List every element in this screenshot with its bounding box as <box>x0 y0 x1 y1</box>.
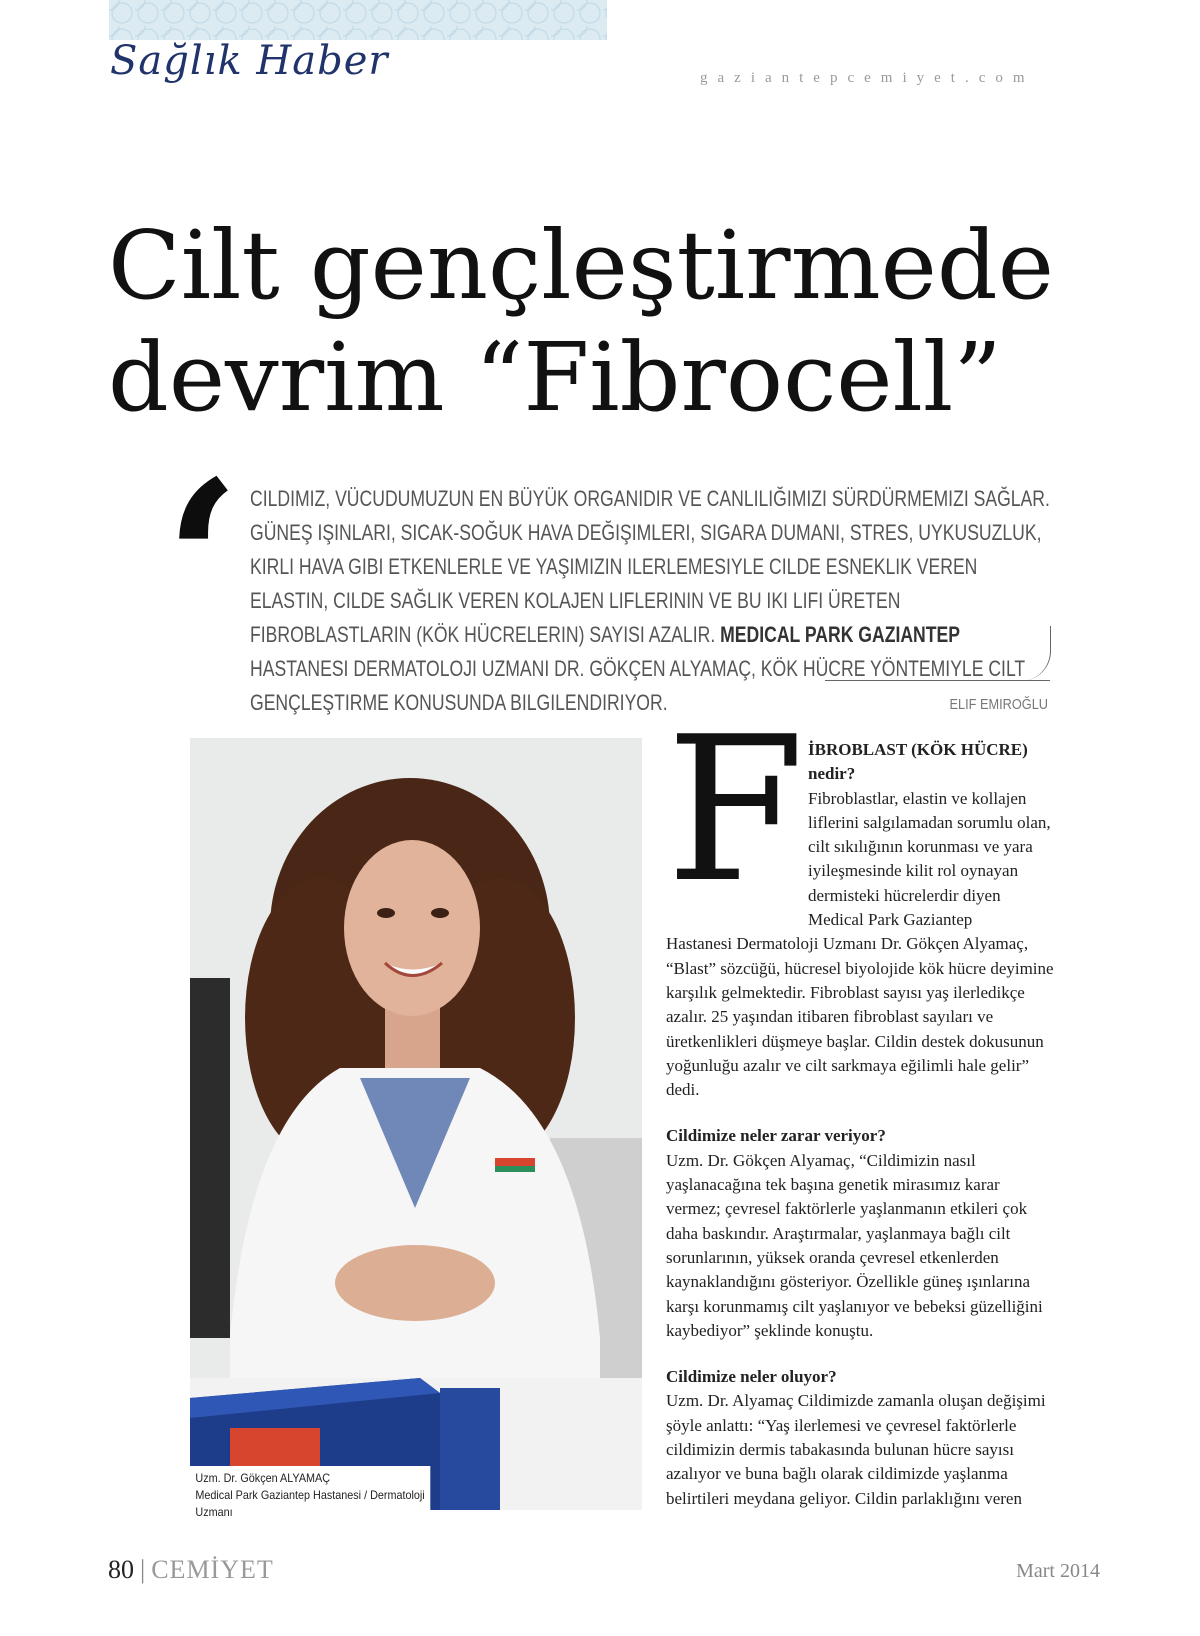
headline-line-2: devrim “Fibrocell” <box>108 323 1002 433</box>
lead-paragraph <box>250 482 1050 720</box>
lead-text-end: HASTANESI DERMATOLOJI UZMANI DR. GÖKÇEN ALYAMAÇ, KÖK HÜCRE YÖNTEMIYLE CILT GENÇLEŞTIRME KONUSUNDA BILGILENDIRIYOR. <box>250 656 1025 715</box>
footer-separator: | <box>140 1555 146 1584</box>
issue-date: Mart 2014 <box>1016 1560 1100 1582</box>
headline-line-1: Cilt gençleştirmede <box>108 211 1054 321</box>
caption-name: Uzm. Dr. Gökçen ALYAMAÇ <box>195 1471 331 1485</box>
article-para-2: Uzm. Dr. Gökçen Alyamaç, “Cildimizin nasıl yaşlanacağına tek başına genetik mirasımız karar vermez; çevresel faktörlerle yaşlanmanın etkileri çok daha baskındır. Araştırmalar, yaşlanmaya bağlı cilt sorunlarının, yüksek oranda çevresel etkenlerden kaynaklandığını gösteriyor. Özellikle güneş ışınlarına karşı korunmamış cilt yaşlanıyor ve bebeksi güzelliğini kaybediyor” şeklinde konuştu. <box>666 1150 1043 1340</box>
section-title: Sağlık Haber <box>110 38 389 84</box>
article-para-3: Uzm. Dr. Alyamaç Cildimizde zamanla oluşan değişimi şöyle anlattı: “Yaş ilerlemesi ve çevresel faktörlerle cildimizin dermis tabakasında bulunan hücre sayısı azalıyor ve buna bağlı olarak cildimizde yaşlanma belirtileri meydana geliyor. Cildin parlaklığını veren <box>666 1391 1046 1508</box>
article-heading-3: Cildimize neler oluyor? <box>666 1367 837 1387</box>
magazine-name: CEMİYET <box>151 1555 274 1584</box>
page-number: 80 <box>108 1555 134 1584</box>
article-heading-2: Cildimize neler zarar veriyor? <box>666 1126 886 1146</box>
caption-title: Medical Park Gaziantep Hastanesi / Dermatoloji Uzmanı <box>195 1488 425 1519</box>
article-para-1-intro: Fibroblastlar, elastin ve kollajen liflerini salgılamadan sorumlu olan, cilt sıkılığının korunması ve yara iyileşmesinde kilit rol oynayan dermisteki hücrelerdir diyen Medical Park Gaziantep <box>808 788 1051 930</box>
site-url: gaziantepcemiyet.com <box>700 70 1035 86</box>
photo-caption <box>190 1466 430 1525</box>
lead-divider <box>825 680 1050 681</box>
lead-text: CILDIMIZ, VÜCUDUMUZUN EN BÜYÜK ORGANIDIR VE CANLILIĞIMIZI SÜRDÜRMEMIZI SAĞLAR. GÜNEŞ IŞINLARI, SICAK-SOĞUK HAVA DEĞIŞIMLERI, SIGARA DUMANI, STRES, UYKUSUZLUK, KIRLI HAVA GIBI ETKENLERLE VE YAŞIMIZIN ILERLEMESIYLE CILDE ESNEKLIK VEREN ELASTIN, CILDE SAĞLIK VEREN KOLAJEN LIFLERININ VE BU IKI LIFI ÜRETEN FIBROBLASTLARIN (KÖK HÜCRELERIN) SAYISI AZALIR. <box>250 486 1050 647</box>
article-heading-1: İBROBLAST (KÖK HÜCRE) nedir? <box>808 740 1028 784</box>
byline: ELIF EMIROĞLU <box>949 696 1048 713</box>
lead-bold-hospital: MEDICAL PARK GAZIANTEP <box>720 622 960 647</box>
quote-mark-icon: ‘ <box>164 432 241 691</box>
article-body <box>666 738 1056 1511</box>
drop-cap: F <box>666 694 805 927</box>
doctor-portrait-illustration <box>190 738 642 1510</box>
article-para-1: Hastanesi Dermatoloji Uzmanı Dr. Gökçen Alyamaç, “Blast” sözcüğü, hücresel biyolojide kök hücre deyimine karşılık gelmektedir. Fibroblast sayısı yaş ilerledikçe azalır. 25 yaşından itibaren fibroblast sayıları ve üretkenlikleri düşmeye başlar. Cildin destek dokusunun yoğunluğu azalır ve cilt sarkmaya eğilimli hale gelir” dedi. <box>666 934 1054 1100</box>
headline <box>108 210 1068 434</box>
footer-page-info <box>108 1555 274 1585</box>
doctor-photo <box>190 738 642 1510</box>
header-pattern-band <box>109 0 607 40</box>
